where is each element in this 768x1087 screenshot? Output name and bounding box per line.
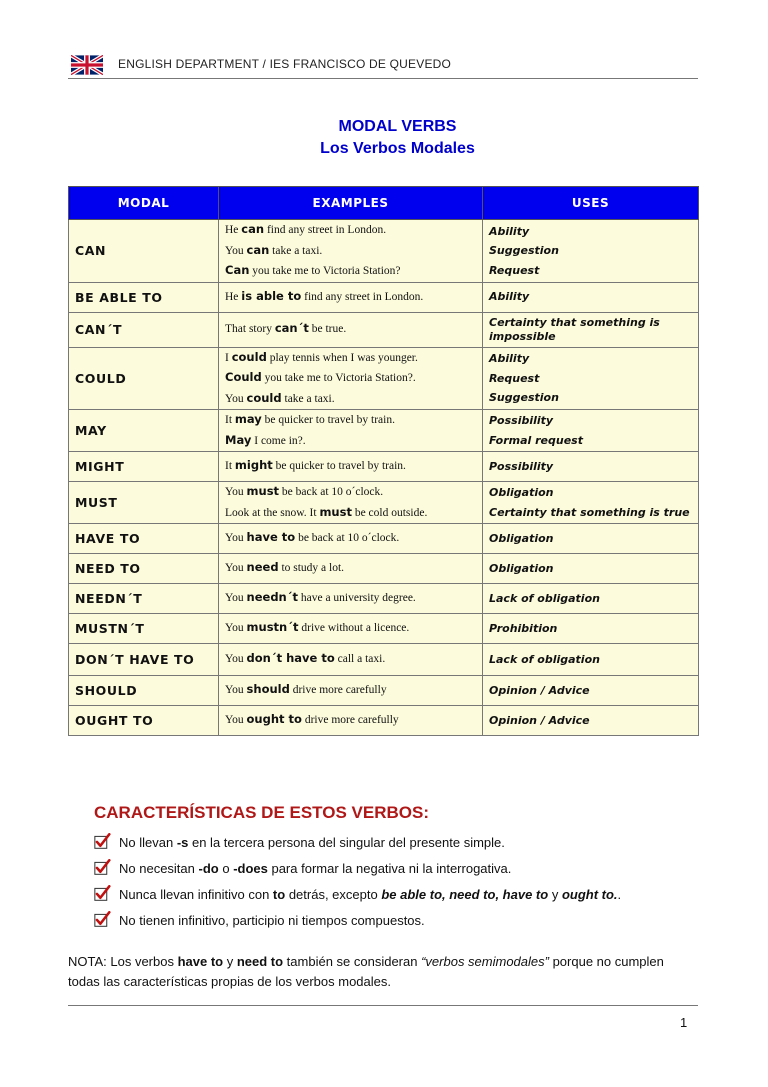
text-segment: también se consideran	[283, 954, 422, 969]
examples-cell	[219, 312, 483, 347]
use-line: Opinion / Advice	[489, 713, 590, 727]
example-text: you take me to Victoria Station?	[249, 265, 401, 277]
modal-word: Could	[225, 370, 262, 384]
page-number: 1	[680, 1015, 688, 1030]
example-text: play tennis when I was younger.	[266, 351, 418, 364]
text-segment: o	[218, 861, 234, 876]
example-text: be back at 10 o´clock.	[279, 486, 384, 498]
table-row	[69, 706, 699, 736]
example-line	[225, 287, 476, 308]
examples-cell	[219, 482, 483, 524]
text-segment: y	[223, 954, 237, 969]
example-text: That story	[225, 323, 275, 336]
modal-cell: MUST	[69, 482, 219, 524]
example-text: You	[225, 653, 247, 666]
modal-cell: MAY	[69, 410, 219, 452]
example-text: You	[225, 532, 247, 545]
use-line: Certainty that something is impossible	[489, 315, 660, 343]
note-paragraph	[68, 952, 698, 992]
example-text: Look at the snow. It	[225, 506, 320, 519]
modal-cell: COULD	[69, 347, 219, 410]
uses-cell	[483, 524, 699, 554]
table-row	[69, 614, 699, 644]
use-line: Obligation	[489, 486, 554, 499]
text-segment: be able to, need to, have to	[381, 887, 549, 902]
examples-cell	[219, 644, 483, 676]
characteristics-heading: CARACTERÍSTICAS DE ESTOS VERBOS:	[94, 803, 430, 822]
example-text: you take me to Victoria Station?.	[261, 372, 416, 384]
modal-word: ought to	[246, 712, 302, 727]
use-line: Prohibition	[489, 621, 558, 635]
modal-word: must	[246, 484, 280, 498]
column-header-examples: EXAMPLES	[219, 187, 483, 220]
examples-cell	[219, 524, 483, 554]
modal-cell: BE ABLE TO	[69, 282, 219, 312]
text-segment: .	[617, 887, 622, 902]
table-header-row	[69, 187, 699, 220]
uses-cell	[483, 554, 699, 584]
example-text: You	[225, 486, 247, 498]
modal-cell: NEEDN´T	[69, 584, 219, 614]
example-line	[225, 368, 476, 389]
example-text: You	[225, 592, 247, 605]
example-text: take a taxi.	[269, 244, 323, 257]
table-row	[69, 554, 699, 584]
modal-cell: OUGHT TO	[69, 706, 219, 736]
uk-flag-icon	[71, 55, 103, 75]
use-line: Lack of obligation	[489, 652, 600, 666]
examples-cell	[219, 584, 483, 614]
list-item-text	[119, 887, 621, 902]
text-segment: y	[548, 887, 562, 902]
examples-cell	[219, 554, 483, 584]
text-segment: No llevan	[119, 835, 177, 850]
use-line: Certainty that something is true	[489, 505, 690, 519]
uses-cell	[483, 452, 699, 482]
modal-verbs-table	[68, 186, 699, 736]
example-line	[225, 588, 476, 609]
modal-word: can´t	[274, 321, 309, 336]
examples-cell	[219, 347, 483, 410]
use-line: Suggestion	[489, 244, 559, 257]
use-line: Obligation	[489, 561, 554, 575]
column-header-modal: MODAL	[69, 187, 219, 220]
modal-word: have to	[246, 530, 296, 545]
checkbox-check-icon	[94, 833, 111, 850]
example-text: to study a lot.	[278, 562, 345, 575]
modal-word: May	[225, 432, 252, 447]
example-text: find any street in London.	[264, 224, 387, 236]
example-text: drive without a licence.	[298, 622, 410, 635]
text-segment: No necesitan	[119, 861, 199, 876]
use-line: Request	[489, 371, 540, 385]
modal-cell: DON´T HAVE TO	[69, 644, 219, 676]
uses-cell	[483, 584, 699, 614]
example-line	[225, 482, 476, 503]
example-text: drive more carefully	[301, 714, 399, 727]
use-line: Possibility	[489, 414, 554, 427]
checkbox-check-icon	[94, 859, 111, 876]
table-row	[69, 524, 699, 554]
text-segment: need to	[236, 954, 284, 969]
examples-cell	[219, 706, 483, 736]
example-line	[225, 220, 476, 241]
modal-word: may	[234, 412, 262, 426]
example-text: be cold outside.	[351, 506, 428, 519]
page-header	[68, 48, 698, 79]
example-line	[225, 389, 476, 410]
example-text: I come in?.	[251, 434, 306, 447]
modal-cell: MIGHT	[69, 452, 219, 482]
modal-cell: CAN	[69, 220, 219, 283]
example-line	[225, 503, 476, 524]
example-text: He	[225, 290, 242, 303]
use-line: Lack of obligation	[489, 591, 600, 605]
uses-cell	[483, 482, 699, 524]
modal-cell: SHOULD	[69, 676, 219, 706]
modal-word: mustn´t	[246, 620, 299, 635]
example-text: You	[225, 244, 247, 257]
uses-cell	[483, 282, 699, 312]
use-line: Request	[489, 263, 540, 277]
example-text: You	[225, 622, 247, 635]
table-row	[69, 347, 699, 410]
modal-word: could	[246, 390, 282, 405]
text-segment: have to	[177, 954, 224, 969]
uses-cell	[483, 676, 699, 706]
example-text: be true.	[308, 323, 347, 336]
list-item-text	[119, 861, 511, 876]
example-line	[225, 319, 476, 340]
modal-word: could	[231, 349, 267, 364]
table-row	[69, 282, 699, 312]
use-line: Obligation	[489, 531, 554, 545]
table-row	[69, 220, 699, 283]
table-row	[69, 482, 699, 524]
text-segment: “verbos semimodales”	[421, 954, 549, 969]
example-line	[225, 261, 476, 282]
table-row	[69, 676, 699, 706]
example-line	[225, 618, 476, 639]
text-segment: porque no cumplen todas las características propias de los verbos modales.	[68, 954, 664, 989]
checkbox-check-icon	[94, 885, 111, 902]
example-line	[225, 558, 476, 579]
use-line: Ability	[489, 290, 530, 304]
use-line: Formal request	[489, 433, 583, 447]
example-line	[225, 431, 476, 452]
example-line	[225, 241, 476, 262]
modal-word: don´t have to	[246, 651, 335, 666]
department-label: ENGLISH DEPARTMENT / IES FRANCISCO DE QUEVEDO	[118, 57, 452, 71]
text-segment: -s	[176, 835, 189, 850]
page-subtitle: Los Verbos Modales	[320, 140, 475, 157]
example-text: be quicker to travel by train.	[272, 460, 406, 473]
page-title: MODAL VERBS	[338, 118, 457, 135]
example-text: You	[225, 684, 247, 697]
uses-cell	[483, 312, 699, 347]
table-row	[69, 410, 699, 452]
uses-cell	[483, 644, 699, 676]
modal-cell: HAVE TO	[69, 524, 219, 554]
examples-cell	[219, 410, 483, 452]
modal-word: needn´t	[246, 590, 298, 605]
text-segment: ought to.	[561, 887, 618, 902]
modal-word: must	[319, 504, 352, 519]
text-segment: to	[272, 887, 286, 902]
modal-cell: NEED TO	[69, 554, 219, 584]
examples-cell	[219, 676, 483, 706]
example-text: He	[225, 224, 242, 236]
example-text: I	[225, 351, 232, 364]
use-line: Ability	[489, 352, 530, 365]
example-text: drive more carefully	[289, 684, 387, 697]
use-line: Opinion / Advice	[489, 683, 590, 697]
example-line	[225, 680, 476, 701]
example-text: It	[225, 414, 235, 426]
modal-word: can	[246, 242, 270, 257]
modal-word: is able to	[241, 288, 302, 303]
example-line	[225, 649, 476, 670]
examples-cell	[219, 220, 483, 283]
examples-cell	[219, 452, 483, 482]
table-row	[69, 584, 699, 614]
text-segment: Nunca llevan infinitivo con	[119, 887, 273, 902]
example-text: be quicker to travel by train.	[261, 414, 395, 426]
uses-cell	[483, 614, 699, 644]
example-line	[225, 410, 476, 431]
text-segment: para formar la negativa ni la interrogativa.	[267, 861, 512, 876]
example-line	[225, 348, 476, 369]
example-text: You	[225, 714, 247, 727]
table-row	[69, 452, 699, 482]
example-line	[225, 710, 476, 731]
example-text: take a taxi.	[281, 392, 335, 405]
footer-divider	[68, 1005, 698, 1006]
list-item-text	[119, 835, 505, 850]
uses-cell	[483, 347, 699, 410]
example-line	[225, 528, 476, 549]
example-text: be back at 10 o´clock.	[295, 532, 400, 545]
modal-word: should	[246, 682, 290, 697]
text-segment: No tienen infinitivo, participio ni tiempos compuestos.	[119, 913, 425, 928]
example-text: You	[225, 392, 247, 405]
use-line: Possibility	[489, 459, 554, 473]
modal-word: Can	[225, 263, 250, 277]
example-line	[225, 456, 476, 477]
modal-word: can	[241, 222, 265, 236]
examples-cell	[219, 614, 483, 644]
table-row	[69, 312, 699, 347]
uses-cell	[483, 220, 699, 283]
modal-cell: MUSTN´T	[69, 614, 219, 644]
modal-word: need	[246, 560, 279, 575]
checkbox-check-icon	[94, 911, 111, 928]
list-item-text	[119, 913, 425, 928]
modal-word: might	[234, 458, 273, 473]
column-header-uses: USES	[483, 187, 699, 220]
text-segment: detrás, excepto	[285, 887, 382, 902]
table-row	[69, 644, 699, 676]
example-text: have a university degree.	[297, 592, 416, 605]
text-segment: en la tercera persona del singular del presente simple.	[188, 835, 505, 850]
text-segment: NOTA: Los verbos	[68, 954, 178, 969]
text-segment: -does	[233, 861, 268, 876]
use-line: Ability	[489, 224, 530, 238]
example-text: It	[225, 460, 235, 473]
examples-cell	[219, 282, 483, 312]
text-segment: -do	[198, 861, 219, 876]
uses-cell	[483, 706, 699, 736]
example-text: call a taxi.	[334, 653, 386, 666]
use-line: Suggestion	[489, 391, 559, 404]
example-text: You	[225, 562, 247, 575]
uses-cell	[483, 410, 699, 452]
example-text: find any street in London.	[301, 290, 424, 303]
modal-cell: CAN´T	[69, 312, 219, 347]
